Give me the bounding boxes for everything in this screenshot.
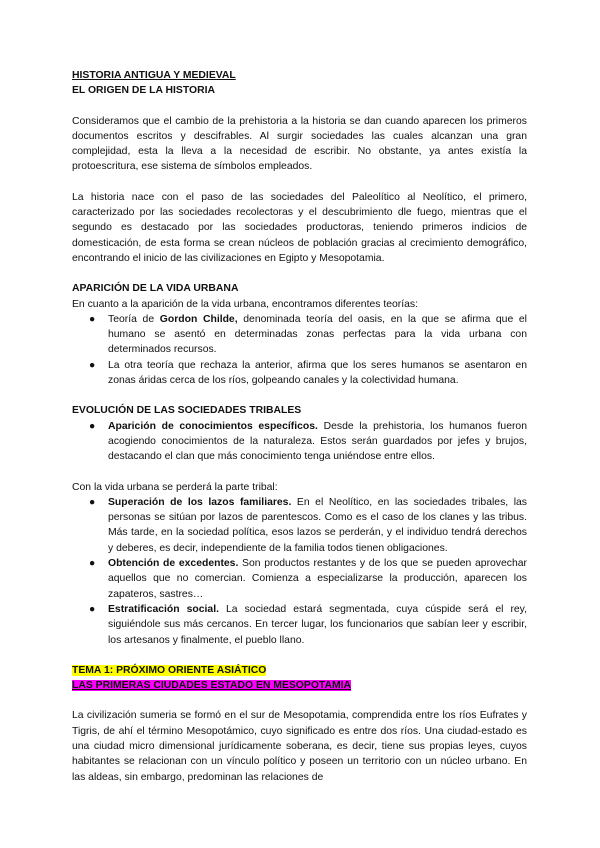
- tema1-paragraph-1: La civilización sumeria se formó en el sur de Mesopotamia, comprendida entre los ríos Eufrates y Tigris, de ahí el término Mesopotámico, cuyo significado es entre dos ríos. Una ciudad-estado es una ciudad micro dimensional jurídicamente soberana, es decir, tiene sus propias leyes, cuyos habitantes se relacionan con un vínculo político y poseen un territorio con un núcleo urbano. En las aldeas, sin embargo, predominan las relaciones de: [72, 710, 527, 783]
- bullet-icon: ●: [89, 603, 96, 615]
- bullet-icon: ●: [89, 420, 96, 432]
- urban-theories-list: [72, 312, 527, 388]
- list-item: ● Superación de los lazos familiares. En el Neolítico, en las sociedades tribales, las personas se sitúan por lazos de parentescos. Como es el caso de los clanes y las tribus. Más tarde, en la sociedad política, esos lazos se perderán, y el individuo tendrá derechos y deberes, es decir, independiente de la familia todos tienen obligaciones.: [89, 496, 528, 554]
- list-item: ● Aparición de conocimientos específicos. Desde la prehistoria, los humanos fueron acogiendo conocimientos de la naturaleza. Estos serán guardados por jefes y brujos, destacando el clan que más conocimiento tenga uniéndose entre ellos.: [89, 420, 527, 463]
- urban-lead: En cuanto a la aparición de la vida urbana, encontramos diferentes teorías:: [72, 298, 418, 310]
- bullet-icon: ●: [89, 558, 96, 570]
- section-heading-tribal: EVOLUCIÓN DE LAS SOCIEDADES TRIBALES: [72, 405, 302, 417]
- tribal-list: [72, 419, 527, 465]
- intro-paragraph-2: La historia nace con el paso de las sociedades del Paleolítico al Neolítico, el primero, caracterizado por las sociedades recolectoras y el descubrimiento dle fuego, mientras que el segundo es destacado por las sociedades productoras, teniendo primeros indicios de domesticación, de esta forma se crean núcleos de población gracias al crecimiento demográfico, encontrando el inicio de las civilizaciones en Egipto y Mesopotamia.: [72, 191, 527, 264]
- section-heading-urban: APARICIÓN DE LA VIDA URBANA: [72, 283, 239, 295]
- list-item: ● Estratificación social. La sociedad estará segmentada, cuya cúspide será el rey, siguiéndole sus más cercanos. En tercer lugar, los funcionarios que sabían leer y escribir, los artesanos y finalmente, el pueblo llano.: [89, 603, 527, 646]
- intro-paragraph-1: Consideramos que el cambio de la prehistoria a la historia se dan cuando aparecen los primeros documentos escritos y descifrables. Al surgir sociedades las cuales alcanzan una gran complejidad, esta la lleva a la necesidad de escribir. No obstante, ya antes existía la protoescritura, ese sistema de símbolos empleados.: [72, 115, 527, 173]
- bullet-icon: ●: [89, 496, 96, 508]
- bullet-icon: ●: [89, 313, 96, 325]
- gordon-childe-term: Gordon Childe,: [159, 313, 238, 325]
- bullet-icon: ●: [89, 359, 96, 371]
- tema1-heading: TEMA 1: PRÓXIMO ORIENTE ASIÁTICO: [72, 664, 267, 676]
- tema1-subheading: LAS PRIMERAS CIUDADES ESTADO EN MESOPOTAMIA: [72, 680, 352, 692]
- list-item: ● Obtención de excedentes. Son productos restantes y de los que se pueden aprovechar aquellos que no comercian. Comienza a especializarse la producción, aparecen los zapateros, sastres…: [89, 558, 527, 600]
- list-item: ● Teoría de Gordon Childe, denominada teoría del oasis, en la que se afirma que el humano se asentó en determinadas zonas perfectas para la vida urbana con determinados recursos.: [89, 313, 527, 356]
- section-title-origin: EL ORIGEN DE LA HISTORIA: [72, 85, 215, 97]
- tribal-lead: Con la vida urbana se perderá la parte tribal:: [72, 481, 278, 493]
- document-page: [72, 68, 527, 785]
- list-item: ● La otra teoría que rechaza la anterior, afirma que los seres humanos se asentaron en zonas áridas cerca de los ríos, golpeando canales y la colectividad humana.: [89, 359, 527, 387]
- urban-life-list: [72, 495, 527, 648]
- course-title: HISTORIA ANTIGUA Y MEDIEVAL: [72, 70, 236, 81]
